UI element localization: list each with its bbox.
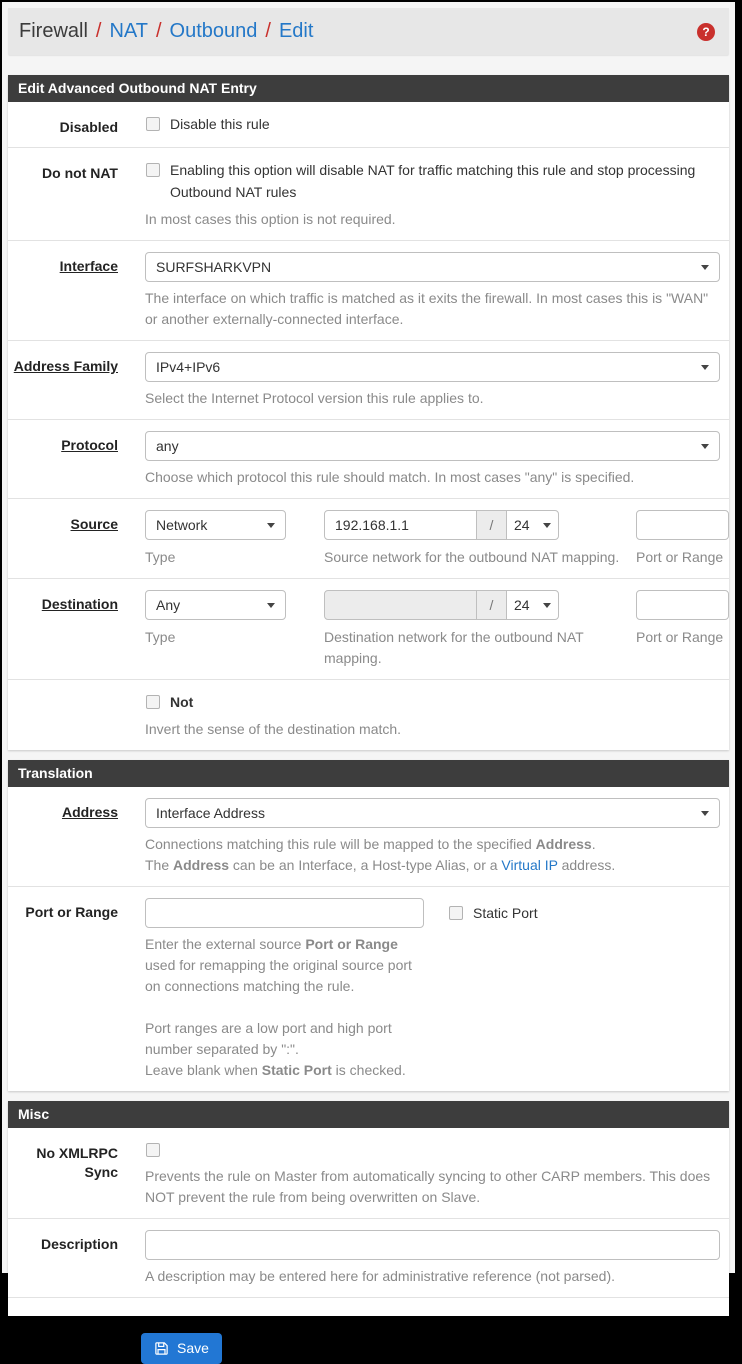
source-type-select[interactable]	[145, 510, 286, 540]
donotnat-label: Do not NAT	[42, 165, 118, 181]
destination-type-select[interactable]	[145, 590, 286, 620]
panel-title: Misc	[8, 1101, 729, 1128]
not-checkbox[interactable]	[146, 695, 160, 709]
donotnat-checkbox-label: Enabling this option will disable NAT for traffic matching this rule and stop processing Outbound NAT rules	[170, 162, 696, 200]
static-port-checkbox[interactable]	[449, 906, 463, 920]
interface-select[interactable]	[145, 252, 720, 282]
translation-port-label: Port or Range	[25, 904, 118, 920]
donotnat-help: In most cases this option is not required.	[145, 211, 396, 227]
destination-label: Destination	[41, 596, 118, 612]
chevron-down-icon	[543, 523, 551, 528]
interface-select-value: SURFSHARKVPN	[156, 259, 272, 275]
destination-type-caption: Type	[145, 629, 176, 645]
source-type-caption: Type	[145, 549, 176, 565]
row-interface	[8, 240, 729, 340]
row-source	[8, 498, 729, 578]
destination-port-input[interactable]	[636, 590, 729, 620]
translation-address-help: Connections matching this rule will be mapped to the specified Address. The Address can be an Interface, a Host-type Alias, or a Virtual IP address.	[145, 836, 616, 873]
protocol-help: Choose which protocol this rule should match. In most cases "any" is specified.	[145, 469, 635, 485]
chevron-down-icon	[267, 603, 275, 608]
chevron-down-icon	[543, 603, 551, 608]
panel-misc	[8, 1101, 729, 1316]
translation-address-select-value: Interface Address	[156, 805, 265, 821]
address-family-label: Address Family	[13, 358, 118, 374]
interface-label: Interface	[59, 258, 118, 274]
protocol-select[interactable]	[145, 431, 720, 461]
chevron-down-icon	[701, 365, 709, 370]
row-destination	[8, 578, 729, 679]
xmlrpc-help: Prevents the rule on Master from automatically syncing to other CARP members. This does NOT prevent the rule from being overwritten on Slave.	[145, 1168, 711, 1205]
description-input[interactable]	[145, 1230, 720, 1260]
translation-address-select[interactable]	[145, 798, 720, 828]
row-xmlrpc	[8, 1128, 729, 1218]
breadcrumb-section: Firewall	[19, 20, 88, 42]
chevron-down-icon	[701, 811, 709, 816]
address-family-select[interactable]	[145, 352, 720, 382]
row-donotnat	[8, 147, 729, 240]
chevron-down-icon	[267, 523, 275, 528]
breadcrumb-separator: /	[95, 20, 102, 42]
source-label: Source	[70, 516, 118, 532]
destination-prefix-separator: /	[476, 590, 507, 620]
chevron-down-icon	[701, 265, 709, 270]
row-translation-port	[8, 886, 729, 1091]
panel-edit-outbound-nat	[8, 75, 729, 750]
address-family-help: Select the Internet Protocol version this rule applies to.	[145, 390, 484, 406]
save-button-label: Save	[177, 1340, 209, 1356]
destination-prefix-select[interactable]	[506, 590, 559, 620]
panel-footer	[8, 1297, 729, 1316]
source-network-input[interactable]	[324, 510, 477, 540]
source-prefix-separator: /	[476, 510, 507, 540]
destination-network-input	[324, 590, 477, 620]
breadcrumb-separator: /	[155, 20, 162, 42]
donotnat-checkbox[interactable]	[146, 163, 160, 177]
source-type-select-value: Network	[156, 517, 208, 533]
breadcrumb-separator: /	[265, 20, 271, 42]
row-protocol	[8, 419, 729, 498]
row-address-family	[8, 340, 729, 419]
breadcrumb-link-edit[interactable]: Edit	[278, 20, 314, 42]
translation-port-input[interactable]	[145, 898, 424, 928]
save-icon	[154, 1341, 169, 1356]
breadcrumb-link-outbound[interactable]: Outbound	[169, 20, 258, 42]
xmlrpc-checkbox[interactable]	[146, 1143, 160, 1157]
page	[2, 2, 735, 1356]
interface-help: The interface on which traffic is matched as it exits the firewall. In most cases this is "WAN" or another externally-connected interface.	[145, 290, 709, 327]
panel-title: Translation	[8, 760, 729, 787]
disabled-checkbox[interactable]	[146, 117, 160, 131]
disabled-label: Disabled	[59, 119, 118, 135]
source-prefix-select[interactable]	[506, 510, 559, 540]
description-help: A description may be entered here for administrative reference (not parsed).	[145, 1268, 616, 1284]
source-port-input[interactable]	[636, 510, 729, 540]
not-checkbox-label: Not	[170, 694, 194, 710]
static-port-checkbox-label: Static Port	[473, 905, 538, 921]
row-not	[8, 679, 729, 750]
translation-port-help: Enter the external source Port or Range used for remapping the original source port on connections matching the rule. Port ranges are a low port and high port number separated by ":". Leave blank when Static Port is checked.	[145, 936, 412, 1078]
destination-network-caption: Destination network for the outbound NAT mapping.	[324, 629, 584, 666]
source-prefix-select-value: 24	[514, 517, 530, 533]
row-translation-address	[8, 787, 729, 886]
source-network-caption: Source network for the outbound NAT mapping.	[324, 549, 620, 565]
translation-address-label: Address	[61, 804, 118, 820]
panel-translation	[8, 760, 729, 1091]
xmlrpc-label: No XMLRPC Sync	[36, 1145, 118, 1180]
row-description	[8, 1218, 729, 1297]
help-icon[interactable]: ?	[697, 23, 715, 41]
description-label: Description	[40, 1236, 118, 1252]
not-help: Invert the sense of the destination match.	[145, 721, 402, 737]
virtual-ip-link[interactable]: Virtual IP	[501, 857, 558, 873]
breadcrumb	[8, 8, 729, 55]
destination-type-select-value: Any	[156, 597, 181, 613]
chevron-down-icon	[701, 444, 709, 449]
save-button[interactable]	[141, 1333, 222, 1364]
panel-title: Edit Advanced Outbound NAT Entry	[8, 75, 729, 102]
protocol-select-value: any	[156, 438, 179, 454]
source-port-caption: Port or Range	[636, 549, 724, 565]
breadcrumb-link-nat[interactable]: NAT	[109, 20, 148, 42]
protocol-label: Protocol	[61, 437, 118, 453]
destination-port-caption: Port or Range	[636, 629, 724, 645]
address-family-select-value: IPv4+IPv6	[156, 359, 221, 375]
destination-prefix-select-value: 24	[514, 597, 530, 613]
disabled-checkbox-label: Disable this rule	[170, 116, 270, 132]
row-disabled	[8, 102, 729, 147]
